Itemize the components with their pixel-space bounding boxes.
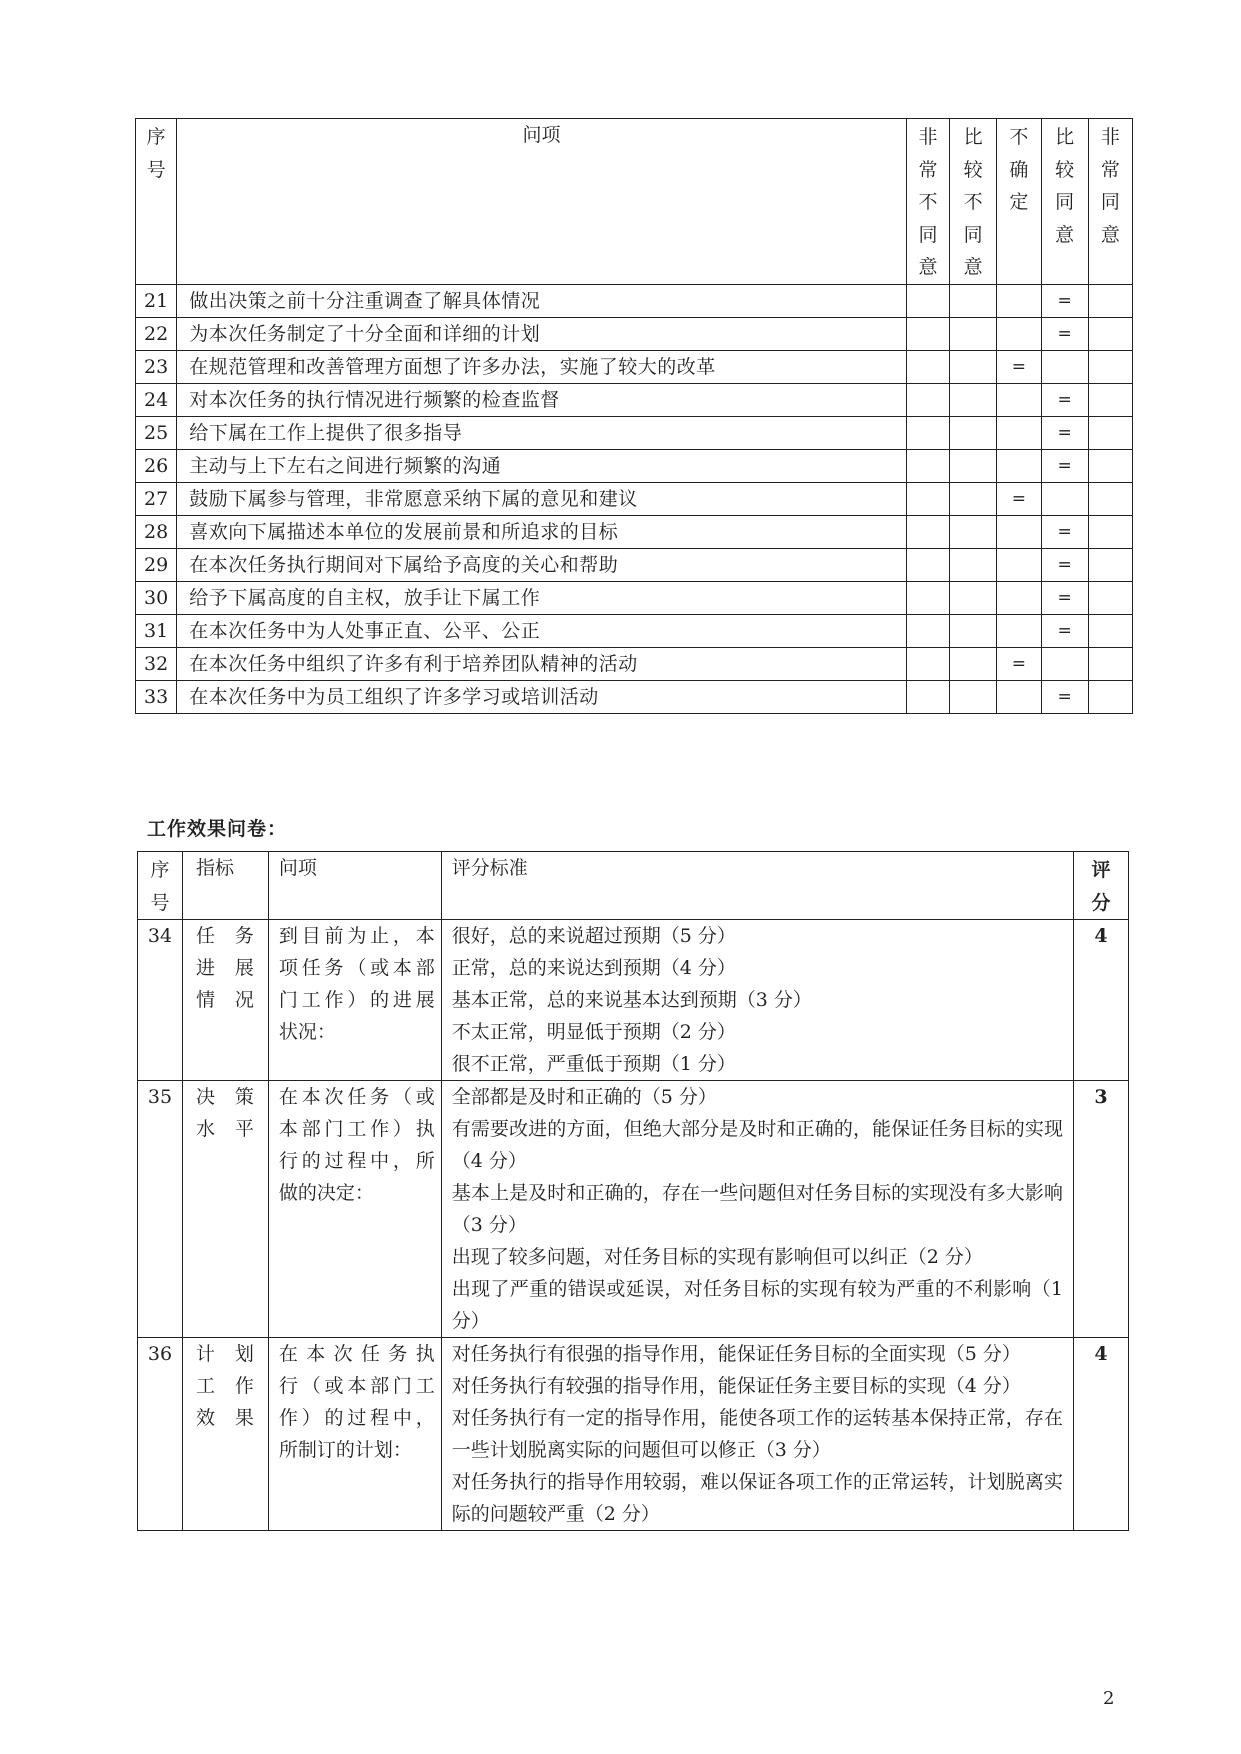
row-number: 23 bbox=[136, 350, 177, 383]
header-criteria: 评分标准 bbox=[441, 852, 1073, 920]
indicator-line: 水平 bbox=[195, 1118, 254, 1140]
table-row bbox=[136, 548, 1133, 581]
row-question: 为本次任务制定了十分全面和详细的计划 bbox=[177, 317, 907, 350]
rating-cell-1 bbox=[906, 317, 949, 350]
table-row bbox=[136, 614, 1133, 647]
row-criteria bbox=[441, 920, 1073, 1081]
rating-cell-3 bbox=[997, 416, 1041, 449]
row-question: 给下属在工作上提供了很多指导 bbox=[177, 416, 907, 449]
rating-cell-3: = bbox=[997, 647, 1041, 680]
table-row bbox=[136, 317, 1133, 350]
rating-cell-3 bbox=[997, 548, 1041, 581]
row-indicator bbox=[182, 1081, 268, 1338]
rating-cell-1 bbox=[906, 581, 949, 614]
header-agree: 比较同意 bbox=[1041, 119, 1088, 285]
header-indicator: 指标 bbox=[182, 852, 268, 920]
rating-cell-5 bbox=[1088, 482, 1132, 515]
criteria-line: 很好，总的来说超过预期（5 分） bbox=[451, 925, 736, 947]
rating-cell-1 bbox=[906, 383, 949, 416]
indicator-line: 计划 bbox=[195, 1343, 254, 1365]
row-number: 28 bbox=[136, 515, 177, 548]
rating-cell-4: = bbox=[1041, 449, 1088, 482]
table-row bbox=[136, 581, 1133, 614]
question-line: 所制订的计划： bbox=[278, 1439, 412, 1461]
rating-cell-5 bbox=[1088, 317, 1132, 350]
criteria-line: 对任务执行有一定的指导作用，能使各项工作的运转基本保持正常，存在一些计划脱离实际的问题但可以修正（3 分） bbox=[451, 1407, 1064, 1461]
row-indicator bbox=[182, 1338, 268, 1531]
rating-cell-1 bbox=[906, 680, 949, 713]
row-question: 在本次任务中为员工组织了许多学习或培训活动 bbox=[177, 680, 907, 713]
rating-cell-4: = bbox=[1041, 581, 1088, 614]
row-number: 36 bbox=[138, 1338, 183, 1531]
question-line: 做的决定： bbox=[278, 1182, 374, 1204]
table-row bbox=[136, 416, 1133, 449]
header-seq: 序号 bbox=[138, 852, 183, 920]
table-row bbox=[138, 920, 1129, 1081]
rating-cell-2 bbox=[950, 614, 997, 647]
rating-cell-2 bbox=[950, 680, 997, 713]
indicator-line: 进展 bbox=[195, 957, 254, 979]
criteria-line: 对任务执行有很强的指导作用，能保证任务目标的全面实现（5 分） bbox=[451, 1343, 1021, 1365]
row-question: 做出决策之前十分注重调查了解具体情况 bbox=[177, 284, 907, 317]
rating-cell-3 bbox=[997, 383, 1041, 416]
row-question: 在规范管理和改善管理方面想了许多办法，实施了较大的改革 bbox=[177, 350, 907, 383]
table-row bbox=[136, 647, 1133, 680]
rating-cell-4: = bbox=[1041, 383, 1088, 416]
rating-cell-3 bbox=[997, 317, 1041, 350]
row-number: 31 bbox=[136, 614, 177, 647]
indicator-line: 工作 bbox=[195, 1375, 254, 1397]
header-unsure: 不确定 bbox=[997, 119, 1041, 285]
row-criteria bbox=[441, 1081, 1073, 1338]
question-line: 行的过程中，所 bbox=[278, 1150, 435, 1172]
rating-cell-5 bbox=[1088, 449, 1132, 482]
row-question bbox=[268, 920, 441, 1081]
row-number: 34 bbox=[138, 920, 183, 1081]
rating-cell-4: = bbox=[1041, 548, 1088, 581]
row-criteria bbox=[441, 1338, 1073, 1531]
rating-cell-4 bbox=[1041, 482, 1088, 515]
rating-cell-2 bbox=[950, 317, 997, 350]
header-item: 问项 bbox=[268, 852, 441, 920]
row-number: 27 bbox=[136, 482, 177, 515]
row-number: 25 bbox=[136, 416, 177, 449]
rating-cell-5 bbox=[1088, 548, 1132, 581]
row-question: 在本次任务中为人处事正直、公平、公正 bbox=[177, 614, 907, 647]
table-row bbox=[136, 284, 1133, 317]
row-question bbox=[268, 1081, 441, 1338]
table-header-row bbox=[136, 119, 1133, 285]
rating-cell-1 bbox=[906, 482, 949, 515]
question-line: 到目前为止，本 bbox=[278, 925, 435, 947]
criteria-line: 对任务执行的指导作用较弱，难以保证各项工作的正常运转，计划脱离实际的问题较严重（2 分） bbox=[451, 1471, 1064, 1525]
rating-cell-3 bbox=[997, 614, 1041, 647]
rating-cell-5 bbox=[1088, 416, 1132, 449]
criteria-line: 出现了较多问题，对任务目标的实现有影响但可以纠正（2 分） bbox=[451, 1246, 983, 1268]
row-question: 给予下属高度的自主权，放手让下属工作 bbox=[177, 581, 907, 614]
rating-cell-1 bbox=[906, 284, 949, 317]
rating-cell-1 bbox=[906, 548, 949, 581]
rating-cell-1 bbox=[906, 614, 949, 647]
question-line: 作）的过程中， bbox=[278, 1407, 435, 1429]
rating-cell-4: = bbox=[1041, 614, 1088, 647]
indicator-line: 任务 bbox=[195, 925, 254, 947]
rating-cell-5 bbox=[1088, 350, 1132, 383]
rating-cell-1 bbox=[906, 350, 949, 383]
row-question: 在本次任务执行期间对下属给予高度的关心和帮助 bbox=[177, 548, 907, 581]
row-score: 3 bbox=[1074, 1081, 1129, 1338]
rating-cell-2 bbox=[950, 383, 997, 416]
table-header-row bbox=[138, 852, 1129, 920]
rating-cell-3: = bbox=[997, 482, 1041, 515]
question-line: 门工作）的进展 bbox=[278, 989, 435, 1011]
rating-cell-1 bbox=[906, 515, 949, 548]
criteria-line: 出现了严重的错误或延误，对任务目标的实现有较为严重的不利影响（1 分） bbox=[451, 1278, 1064, 1332]
row-number: 26 bbox=[136, 449, 177, 482]
criteria-line: 正常，总的来说达到预期（4 分） bbox=[451, 957, 736, 979]
rating-cell-5 bbox=[1088, 647, 1132, 680]
rating-cell-4: = bbox=[1041, 680, 1088, 713]
question-line: 本部门工作）执 bbox=[278, 1118, 435, 1140]
criteria-line: 对任务执行有较强的指导作用，能保证任务主要目标的实现（4 分） bbox=[451, 1375, 1021, 1397]
table-row bbox=[136, 515, 1133, 548]
row-question: 在本次任务中组织了许多有利于培养团队精神的活动 bbox=[177, 647, 907, 680]
table-row bbox=[138, 1081, 1129, 1338]
criteria-line: 基本正常，总的来说基本达到预期（3 分） bbox=[451, 989, 812, 1011]
rating-cell-5 bbox=[1088, 581, 1132, 614]
criteria-line: 很不正常，严重低于预期（1 分） bbox=[451, 1053, 736, 1075]
row-question: 对本次任务的执行情况进行频繁的检查监督 bbox=[177, 383, 907, 416]
rating-cell-3 bbox=[997, 515, 1041, 548]
rating-cell-5 bbox=[1088, 680, 1132, 713]
rating-cell-5 bbox=[1088, 284, 1132, 317]
indicator-line: 决策 bbox=[195, 1086, 254, 1108]
rating-cell-4: = bbox=[1041, 515, 1088, 548]
rating-cell-5 bbox=[1088, 383, 1132, 416]
rating-cell-1 bbox=[906, 416, 949, 449]
criteria-line: 基本上是及时和正确的，存在一些问题但对任务目标的实现没有多大影响（3 分） bbox=[451, 1182, 1064, 1236]
rating-cell-5 bbox=[1088, 515, 1132, 548]
row-number: 32 bbox=[136, 647, 177, 680]
row-number: 33 bbox=[136, 680, 177, 713]
row-question: 喜欢向下属描述本单位的发展前景和所追求的目标 bbox=[177, 515, 907, 548]
rating-cell-3 bbox=[997, 284, 1041, 317]
header-item: 问项 bbox=[177, 119, 907, 285]
question-line: 项任务（或本部 bbox=[278, 957, 435, 979]
rating-cell-4 bbox=[1041, 350, 1088, 383]
leadership-behavior-table bbox=[135, 118, 1133, 714]
page-number: 2 bbox=[1103, 1688, 1115, 1709]
row-number: 30 bbox=[136, 581, 177, 614]
row-question bbox=[268, 1338, 441, 1531]
header-strongly-disagree: 非常不同意 bbox=[906, 119, 949, 285]
rating-cell-2 bbox=[950, 284, 997, 317]
table-row bbox=[136, 383, 1133, 416]
rating-cell-3: = bbox=[997, 350, 1041, 383]
work-effect-table bbox=[137, 851, 1129, 1531]
row-indicator bbox=[182, 920, 268, 1081]
rating-cell-4 bbox=[1041, 647, 1088, 680]
section-title: 工作效果问卷： bbox=[147, 818, 288, 840]
table-row bbox=[136, 680, 1133, 713]
table-row bbox=[136, 482, 1133, 515]
rating-cell-4: = bbox=[1041, 317, 1088, 350]
rating-cell-2 bbox=[950, 449, 997, 482]
rating-cell-2 bbox=[950, 482, 997, 515]
rating-cell-2 bbox=[950, 515, 997, 548]
row-number: 24 bbox=[136, 383, 177, 416]
row-question: 鼓励下属参与管理，非常愿意采纳下属的意见和建议 bbox=[177, 482, 907, 515]
header-seq: 序号 bbox=[136, 119, 177, 285]
rating-cell-5 bbox=[1088, 614, 1132, 647]
question-line: 状况： bbox=[278, 1021, 336, 1043]
rating-cell-1 bbox=[906, 449, 949, 482]
row-number: 35 bbox=[138, 1081, 183, 1338]
table-row bbox=[136, 449, 1133, 482]
question-line: 在本次任务（或 bbox=[278, 1086, 435, 1108]
rating-cell-2 bbox=[950, 350, 997, 383]
criteria-line: 全部都是及时和正确的（5 分） bbox=[451, 1086, 717, 1108]
rating-cell-2 bbox=[950, 548, 997, 581]
row-question: 主动与上下左右之间进行频繁的沟通 bbox=[177, 449, 907, 482]
rating-cell-4: = bbox=[1041, 284, 1088, 317]
rating-cell-2 bbox=[950, 647, 997, 680]
criteria-line: 不太正常，明显低于预期（2 分） bbox=[451, 1021, 736, 1043]
rating-cell-2 bbox=[950, 416, 997, 449]
row-score: 4 bbox=[1074, 920, 1129, 1081]
row-number: 29 bbox=[136, 548, 177, 581]
rating-cell-1 bbox=[906, 647, 949, 680]
rating-cell-2 bbox=[950, 581, 997, 614]
header-score: 评分 bbox=[1074, 852, 1129, 920]
criteria-line: 有需要改进的方面，但绝大部分是及时和正确的，能保证任务目标的实现（4 分） bbox=[451, 1118, 1064, 1172]
indicator-line: 情况 bbox=[195, 989, 254, 1011]
row-number: 22 bbox=[136, 317, 177, 350]
rating-cell-4: = bbox=[1041, 416, 1088, 449]
indicator-line: 效果 bbox=[195, 1407, 254, 1429]
table-row bbox=[138, 1338, 1129, 1531]
row-number: 21 bbox=[136, 284, 177, 317]
row-score: 4 bbox=[1074, 1338, 1129, 1531]
header-disagree: 比较不同意 bbox=[950, 119, 997, 285]
question-line: 行（或本部门工 bbox=[278, 1375, 435, 1397]
rating-cell-3 bbox=[997, 449, 1041, 482]
question-line: 在本次任务执 bbox=[278, 1343, 435, 1365]
rating-cell-3 bbox=[997, 581, 1041, 614]
header-strongly-agree: 非常同意 bbox=[1088, 119, 1132, 285]
rating-cell-3 bbox=[997, 680, 1041, 713]
table-row bbox=[136, 350, 1133, 383]
